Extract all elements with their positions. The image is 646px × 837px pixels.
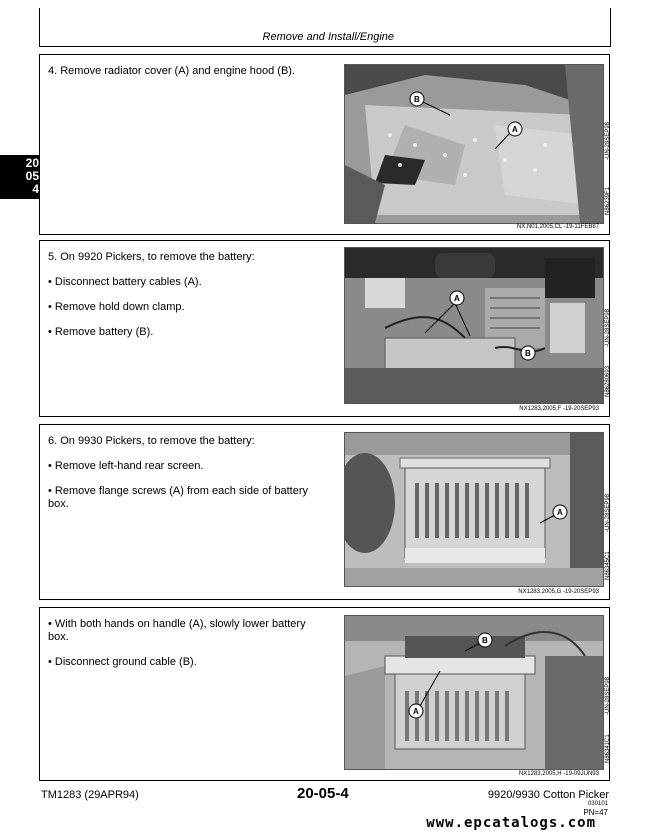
reference-code: NX1283,2005,G -19-20SEP93	[518, 589, 599, 595]
figure-date: -UN-28SEP98	[605, 676, 611, 715]
figure-date: -UN-28SEP98	[605, 493, 611, 532]
step-text	[48, 251, 318, 351]
callout-a-label: A	[413, 707, 419, 716]
callout-a-label: A	[557, 508, 563, 517]
figure-code: N86239F1	[605, 186, 611, 215]
figure-battery-9920	[344, 247, 604, 404]
section-tab-line2: 05	[25, 169, 39, 183]
section-tab	[0, 155, 40, 199]
figure-side-code	[605, 615, 611, 768]
reference-code: NX,N01,2005,CL -19-11FEB87	[516, 224, 599, 230]
revision-code: 030101	[587, 801, 608, 807]
reference-code: NX1283,2005,F -19-20SEP93	[519, 406, 599, 412]
step-line: • With both hands on handle (A), slowly lower battery box.	[48, 618, 306, 643]
photo-radiator-cover	[345, 65, 603, 223]
figure-side-code	[605, 247, 611, 402]
step-line: 5. On 9920 Pickers, to remove the battery:	[48, 251, 255, 263]
figure-battery-9930	[344, 432, 604, 587]
product-name: 9920/9930 Cotton Picker	[487, 789, 609, 801]
step-text	[48, 435, 318, 523]
step-line: • Remove flange screws (A) from each side of battery box.	[48, 485, 309, 510]
step-line: • Remove left-hand rear screen.	[48, 460, 204, 472]
figure-radiator-cover	[344, 64, 604, 224]
callout-b-label: B	[525, 349, 531, 358]
section-tab-line3: 4	[32, 182, 39, 196]
figure-code: N86341C1	[605, 734, 611, 763]
figure-side-code	[605, 432, 611, 585]
callout-b-label: B	[414, 95, 420, 104]
watermark: www.epcatalogs.com	[426, 815, 596, 831]
step-text	[48, 65, 318, 90]
figure-code: N86345C1	[605, 551, 611, 580]
reference-code: NX1283,2005,H -19-09JUN93	[518, 771, 599, 777]
step-line: 4. Remove radiator cover (A) and engine hood (B).	[48, 65, 296, 77]
procedure-step-6	[39, 424, 610, 600]
callout-a-label: A	[512, 125, 518, 134]
step-line: • Remove battery (B).	[48, 326, 154, 338]
photo-battery-9920	[345, 248, 603, 403]
photo-lower-battery-box	[345, 616, 603, 769]
step-line: • Disconnect battery cables (A).	[48, 276, 202, 288]
step-line: • Disconnect ground cable (B).	[48, 656, 197, 668]
page-number: 20-05-4	[297, 785, 349, 802]
header-title: Remove and Install/Engine	[262, 31, 394, 43]
figure-side-code	[605, 65, 611, 220]
figure-date: -UN-28SEP98	[605, 308, 611, 347]
figure-lower-battery-box	[344, 615, 604, 770]
callout-b-label: B	[482, 636, 488, 645]
procedure-step-7	[39, 607, 610, 781]
photo-battery-9930	[345, 433, 603, 586]
page-header	[39, 8, 611, 47]
manual-id: TM1283 (29APR94)	[41, 789, 139, 801]
figure-code: N86280693	[605, 365, 611, 397]
figure-date: -UN-28SEP98	[605, 121, 611, 160]
step-line: 6. On 9930 Pickers, to remove the battery:	[48, 435, 255, 447]
step-line: • Remove hold down clamp.	[48, 301, 185, 313]
procedure-step-4	[39, 54, 610, 235]
procedure-step-5	[39, 240, 610, 417]
section-tab-line1: 20	[25, 156, 39, 170]
step-text	[48, 618, 318, 681]
callout-a-label: A	[454, 294, 460, 303]
pn-number: PN=47	[583, 808, 608, 817]
